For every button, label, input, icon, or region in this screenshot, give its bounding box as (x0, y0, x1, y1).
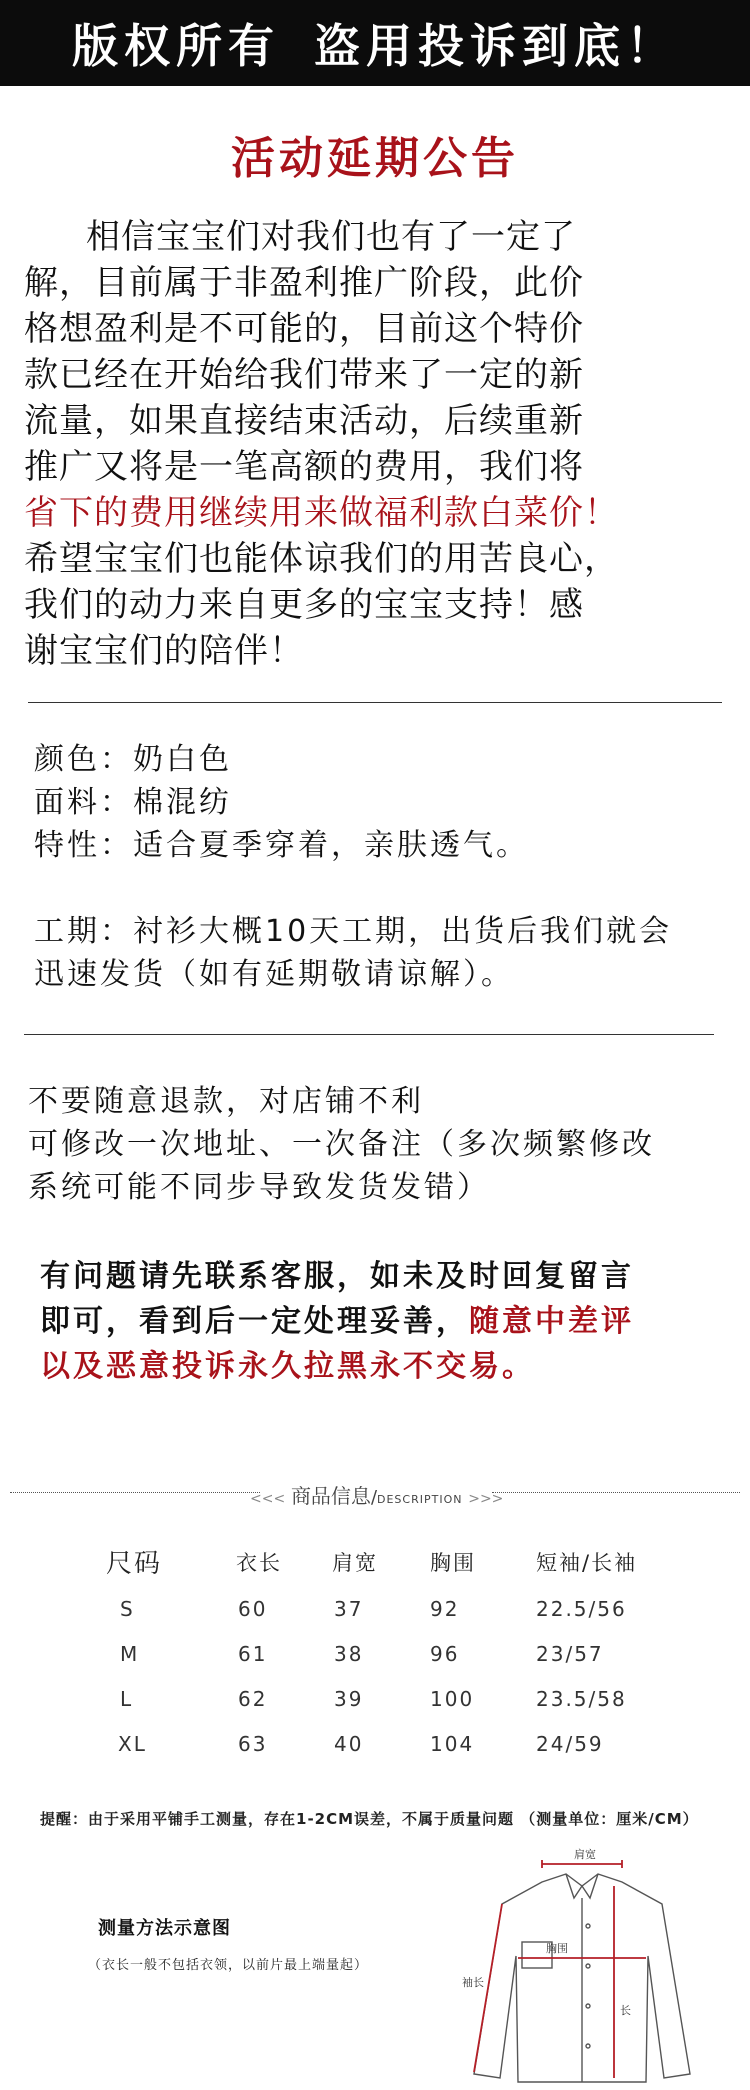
label-chest: 胸围 (546, 1942, 568, 1955)
table-cell: 100 (430, 1687, 475, 1711)
announcement-paragraph (24, 214, 736, 674)
measurement-lines (474, 1860, 646, 2078)
table-cell: L (120, 1687, 134, 1711)
description-label: <<< 商品信息/DESCRIPTION >>> (250, 1484, 504, 1508)
announcement-line: 相信宝宝们对我们也有了一定了 (86, 217, 576, 257)
announcement-line: 款已经在开始给我们带来了一定的新 (24, 355, 584, 395)
table-cell: 63 (238, 1732, 268, 1756)
note-line: 系统可能不同步导致发货发错） (28, 1170, 490, 1205)
dotted-line (492, 1492, 740, 1493)
divider (28, 702, 722, 703)
size-header-shoulder: 肩宽 (332, 1551, 378, 1575)
measure-method-subtitle: （衣长一般不包括衣领，以前片最上端量起） (88, 1958, 369, 1973)
description-header (0, 1480, 750, 1508)
label-length: 长 (620, 2004, 631, 2017)
order-notes (28, 1080, 655, 1209)
size-header-length: 衣长 (236, 1551, 282, 1575)
table-cell: 22.5/56 (536, 1597, 627, 1621)
announcement-line: 解，目前属于非盈利推广阶段，此价 (24, 263, 584, 303)
table-cell: XL (118, 1732, 147, 1756)
size-header-size: 尺码 (106, 1549, 163, 1579)
label-shoulder: 肩宽 (574, 1848, 596, 1861)
banner-right-text: 盗用投诉到底！ (314, 19, 678, 73)
measure-method-title: 测量方法示意图 (98, 1918, 231, 1939)
divider (24, 1034, 714, 1035)
table-cell: 38 (334, 1642, 364, 1666)
copyright-banner (0, 0, 750, 86)
warning-line: 有问题请先联系客服，如未及时回复留言 (40, 1259, 634, 1294)
announcement-line: 格想盈利是不可能的，目前这个特价 (24, 309, 584, 349)
table-cell: 104 (430, 1732, 475, 1756)
announcement-line: 谢宝宝们的陪伴！ (24, 631, 304, 671)
table-cell: 61 (238, 1642, 268, 1666)
table-cell: 39 (334, 1687, 364, 1711)
spec-color: 颜色：奶白色 (34, 742, 232, 777)
table-cell: 60 (238, 1597, 268, 1621)
table-cell: M (120, 1642, 140, 1666)
product-specs (34, 738, 672, 996)
measurement-tip: 提醒：由于采用平铺手工测量，存在1-2CM误差，不属于质量问题 （测量单位：厘米/CM） (40, 1810, 699, 1828)
warning-highlight: 以及恶意投诉永久拉黑永不交易。 (40, 1349, 535, 1384)
announcement-highlight: 省下的费用继续用来做福利款白菜价！ (24, 493, 619, 533)
size-header-sleeve: 短袖/长袖 (536, 1551, 638, 1575)
announcement-line: 流量，如果直接结束活动，后续重新 (24, 401, 584, 441)
spec-fabric: 面料：棉混纺 (34, 785, 232, 820)
note-line: 不要随意退款，对店铺不利 (28, 1084, 424, 1119)
table-cell: 23/57 (536, 1642, 604, 1666)
label-sleeve: 袖长 (462, 1976, 484, 1989)
service-warning (40, 1254, 634, 1389)
announcement-line: 希望宝宝们也能体谅我们的用苦良心， (24, 539, 619, 579)
announcement-line: 我们的动力来自更多的宝宝支持！感 (24, 585, 584, 625)
spec-lead-time-cont: 迅速发货（如有延期敬请谅解）。 (34, 957, 514, 992)
shirt-outline-icon (474, 1874, 690, 2082)
warning-highlight: 随意中差评 (469, 1304, 634, 1339)
note-line: 可修改一次地址、一次备注（多次频繁修改 (28, 1127, 655, 1162)
table-cell: 96 (430, 1642, 460, 1666)
table-cell: S (120, 1597, 135, 1621)
shirt-measurement-diagram (462, 1846, 702, 2086)
size-header-chest: 胸围 (430, 1551, 476, 1575)
table-cell: 92 (430, 1597, 460, 1621)
banner-left-text: 版权所有 (72, 19, 280, 73)
spec-feature: 特性：适合夏季穿着，亲肤透气。 (34, 828, 529, 863)
table-cell: 24/59 (536, 1732, 604, 1756)
page-title: 活动延期公告 (231, 133, 519, 184)
table-cell: 40 (334, 1732, 364, 1756)
table-cell: 62 (238, 1687, 268, 1711)
announcement-line: 推广又将是一笔高额的费用，我们将 (24, 447, 584, 487)
table-cell: 37 (334, 1597, 364, 1621)
warning-line: 即可，看到后一定处理妥善， (40, 1304, 469, 1339)
dotted-line (10, 1492, 260, 1493)
spec-lead-time: 工期：衬衫大概10天工期，出货后我们就会 (34, 914, 673, 949)
table-cell: 23.5/58 (536, 1687, 627, 1711)
